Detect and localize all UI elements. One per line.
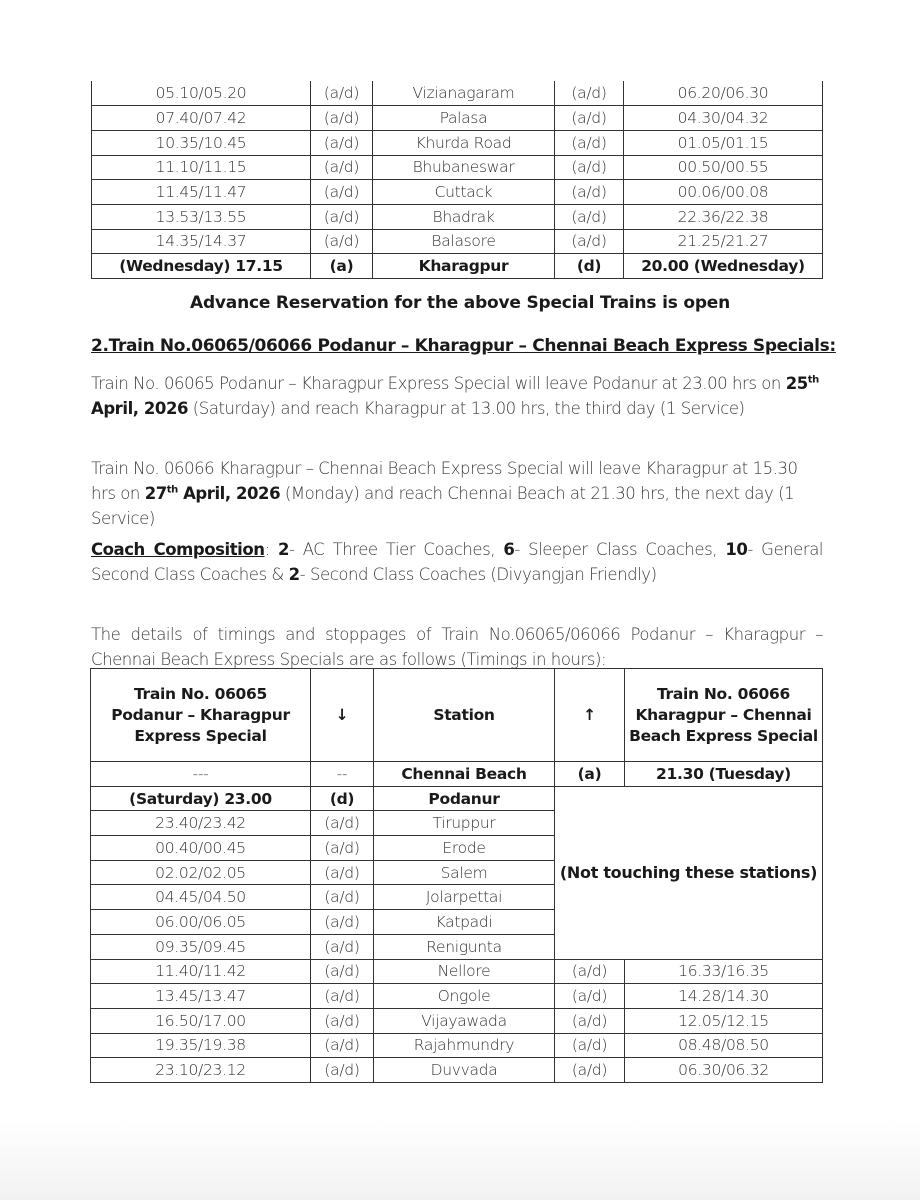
table-row [92, 229, 823, 254]
para-text: Train No. 06066 Kharagpur – Chennai Beach Express Special will leave Kharagpur at 15.30 hrs on [91, 459, 798, 503]
down-flag: (a/d) [311, 81, 373, 106]
station-name: Tiruppur [374, 811, 555, 836]
down-time: 13.45/13.47 [91, 984, 311, 1009]
down-time: 11.10/11.15 [92, 155, 311, 180]
station-name: Duvvada [374, 1058, 555, 1083]
down-time: 23.10/23.12 [91, 1058, 311, 1083]
down-flag: (a/d) [311, 984, 374, 1009]
up-flag: (d) [555, 254, 624, 279]
down-flag: (a/d) [311, 959, 374, 984]
count: 10 [725, 540, 748, 559]
down-flag: -- [311, 762, 374, 787]
up-flag: (a/d) [555, 229, 624, 254]
down-flag: (a) [311, 254, 373, 279]
up-time: 14.28/14.30 [625, 984, 823, 1009]
station-name: Balasore [373, 229, 555, 254]
up-time: 06.20/06.30 [624, 81, 823, 106]
coach-composition-label: Coach Composition [91, 540, 265, 559]
down-time: 05.10/05.20 [92, 81, 311, 106]
down-time: (Saturday) 23.00 [91, 786, 311, 811]
down-flag: (a/d) [311, 1008, 374, 1033]
table-row [91, 984, 823, 1009]
down-flag: (a/d) [311, 934, 374, 959]
up-flag: (a/d) [555, 984, 625, 1009]
up-time: 21.30 (Tuesday) [625, 762, 823, 787]
down-time: 06.00/06.05 [91, 910, 311, 935]
up-time: 00.50/00.55 [624, 155, 823, 180]
train-06065-description [91, 371, 823, 421]
station-name: Katpadi [374, 910, 555, 935]
station-name: Kharagpur [373, 254, 555, 279]
down-time: --- [91, 762, 311, 787]
date-day: 25 [785, 374, 808, 393]
section-heading: 2.Train No.06065/06066 Podanur – Kharagpur – Chennai Beach Express Specials: [91, 336, 836, 356]
down-time: 02.02/02.05 [91, 860, 311, 885]
station-name: Vijayawada [374, 1008, 555, 1033]
table-row [92, 180, 823, 205]
down-time: 07.40/07.42 [92, 106, 311, 131]
down-time: 16.50/17.00 [91, 1008, 311, 1033]
down-flag: (a/d) [311, 836, 374, 861]
table-row [92, 155, 823, 180]
date [145, 484, 280, 503]
table-row [91, 959, 823, 984]
station-name: Palasa [373, 106, 555, 131]
coach-type: - Second Class Coaches (Divyangjan Friendly) [299, 565, 657, 584]
date-suffix: th [166, 484, 178, 496]
station-name: Cuttack [373, 180, 555, 205]
date-rest: April, 2026 [177, 484, 281, 503]
up-flag: (a/d) [555, 1008, 625, 1033]
timings-intro: The details of timings and stoppages of Train No.06065/06066 Podanur – Kharagpur – Chennai Beach Express Specials are as follows (Timings in hours): [91, 625, 823, 669]
up-flag: (a/d) [555, 1058, 625, 1083]
colon: : [264, 540, 278, 559]
up-flag: (a/d) [555, 204, 624, 229]
para-text: (Saturday) and reach Kharagpur at 13.00 hrs, the third day (1 Service) [188, 399, 745, 418]
table-header [91, 669, 823, 762]
down-flag: (a/d) [311, 229, 373, 254]
up-time: 00.06/00.08 [624, 180, 823, 205]
up-time: 08.48/08.50 [625, 1033, 823, 1058]
count: 2 [277, 540, 289, 559]
timetable-06065-06066 [90, 668, 823, 1083]
down-flag: (a/d) [311, 1033, 374, 1058]
up-time: 12.05/12.15 [625, 1008, 823, 1033]
table-row-terminal [92, 254, 823, 279]
coach-type: - General Second Class Coaches & [91, 540, 824, 584]
down-time: 04.45/04.50 [91, 885, 311, 910]
up-flag: (a/d) [555, 106, 624, 131]
down-time: 19.35/19.38 [91, 1033, 311, 1058]
down-arrow-icon: ↓ [311, 669, 374, 762]
station-name: Ongole [374, 984, 555, 1009]
up-flag: (a/d) [555, 81, 624, 106]
down-time: 14.35/14.37 [92, 229, 311, 254]
down-flag: (a/d) [311, 910, 374, 935]
up-time: 16.33/16.35 [625, 959, 823, 984]
not-touching-stations-note: (Not touching these stations) [555, 786, 823, 959]
down-time: 13.53/13.55 [92, 204, 311, 229]
down-flag: (d) [311, 786, 374, 811]
table-row [92, 204, 823, 229]
down-flag: (a/d) [311, 155, 373, 180]
count: 6 [503, 540, 515, 559]
down-flag: (a/d) [311, 860, 374, 885]
table-row [92, 106, 823, 131]
down-flag: (a/d) [311, 106, 373, 131]
up-time: 20.00 (Wednesday) [624, 254, 823, 279]
down-time: 23.40/23.42 [91, 811, 311, 836]
up-time: 06.30/06.32 [625, 1058, 823, 1083]
up-time: 21.25/21.27 [624, 229, 823, 254]
train-06066-description [91, 456, 823, 531]
up-time: 22.36/22.38 [624, 204, 823, 229]
station-name: Renigunta [374, 934, 555, 959]
advance-reservation-note: Advance Reservation for the above Special Trains is open [189, 293, 731, 313]
up-flag: (a/d) [555, 180, 624, 205]
down-flag: (a/d) [311, 1058, 374, 1083]
table-row [92, 130, 823, 155]
up-flag: (a) [555, 762, 625, 787]
station-name: Khurda Road [373, 130, 555, 155]
down-flag: (a/d) [311, 180, 373, 205]
station-name: Salem [374, 860, 555, 885]
header-train-06065: Train No. 06065 Podanur – Kharagpur Express Special [91, 669, 311, 762]
down-time: 11.45/11.47 [92, 180, 311, 205]
table-row [91, 1058, 823, 1083]
station-name: Bhadrak [373, 204, 555, 229]
up-flag: (a/d) [555, 155, 624, 180]
station-name: Chennai Beach [374, 762, 555, 787]
down-time: 10.35/10.45 [92, 130, 311, 155]
down-time: 09.35/09.45 [91, 934, 311, 959]
table-row [91, 1033, 823, 1058]
station-name: Podanur [374, 786, 555, 811]
coach-composition [91, 537, 823, 587]
down-time: (Wednesday) 17.15 [92, 254, 311, 279]
down-flag: (a/d) [311, 885, 374, 910]
station-name: Nellore [374, 959, 555, 984]
table-row [92, 81, 823, 106]
up-arrow-icon: ↑ [555, 669, 625, 762]
down-time: 11.40/11.42 [91, 959, 311, 984]
timetable-continued [91, 81, 823, 279]
station-name: Erode [374, 836, 555, 861]
down-flag: (a/d) [311, 130, 373, 155]
header-train-06066: Train No. 06066 Kharagpur – Chennai Beach Express Special [625, 669, 823, 762]
para-text: Train No. 06065 Podanur – Kharagpur Express Special will leave Podanur at 23.00 hrs on [91, 374, 786, 393]
para-text: (Monday) and reach Chennai Beach at 21.30 hrs, the next day (1 Service) [91, 484, 795, 528]
coach-type: - AC Three Tier Coaches, [288, 540, 504, 559]
table-row [91, 1008, 823, 1033]
up-time: 04.30/04.32 [624, 106, 823, 131]
table-row [91, 786, 823, 811]
station-name: Jolarpettai [374, 885, 555, 910]
station-name: Vizianagaram [373, 81, 555, 106]
up-time: 01.05/01.15 [624, 130, 823, 155]
count: 2 [288, 565, 300, 584]
station-name: Bhubaneswar [373, 155, 555, 180]
coach-type: - Sleeper Class Coaches, [514, 540, 726, 559]
table-row [91, 762, 823, 787]
up-flag: (a/d) [555, 1033, 625, 1058]
down-time: 00.40/00.45 [91, 836, 311, 861]
date-rest: April, 2026 [91, 399, 189, 418]
header-station: Station [374, 669, 555, 762]
up-flag: (a/d) [555, 959, 625, 984]
up-flag: (a/d) [555, 130, 624, 155]
down-flag: (a/d) [311, 204, 373, 229]
date-day: 27 [144, 484, 167, 503]
station-name: Rajahmundry [374, 1033, 555, 1058]
down-flag: (a/d) [311, 811, 374, 836]
date-suffix: th [807, 374, 819, 386]
